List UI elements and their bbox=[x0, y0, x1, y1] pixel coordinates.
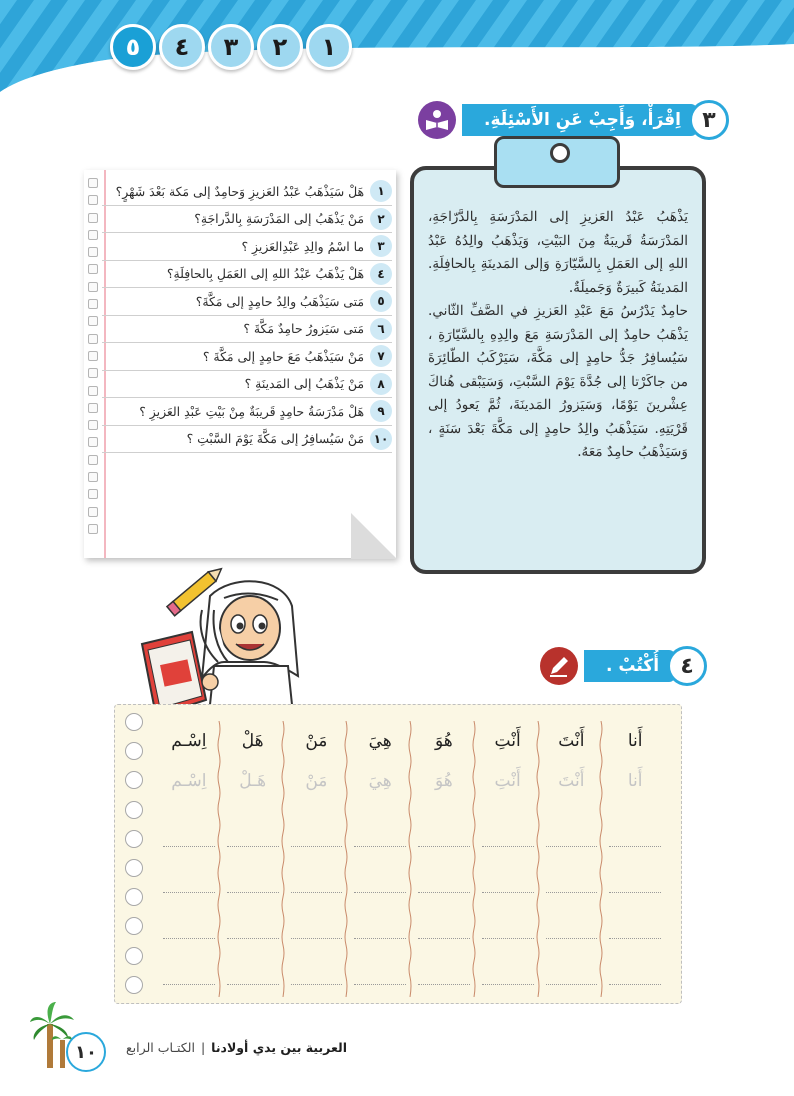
question-item bbox=[102, 316, 392, 344]
trace-word: أَنا bbox=[627, 771, 643, 791]
writing-line[interactable] bbox=[418, 939, 470, 985]
lesson-steps bbox=[110, 24, 355, 70]
question-item bbox=[102, 371, 392, 399]
writing-column bbox=[348, 721, 412, 997]
notepad-binding bbox=[88, 178, 100, 541]
student-illustration bbox=[132, 566, 312, 724]
lesson-step-3[interactable]: ٣ bbox=[208, 24, 254, 70]
question-item bbox=[102, 206, 392, 234]
question-item bbox=[102, 261, 392, 289]
model-word: اِسْـم bbox=[171, 731, 207, 751]
writing-columns bbox=[157, 721, 667, 997]
footer-title bbox=[126, 1040, 347, 1055]
model-word: أَنا bbox=[627, 731, 643, 751]
reading-card-body bbox=[410, 166, 706, 574]
questions-list bbox=[102, 178, 392, 453]
question-text: مَتى سَيَذْهَبُ والِدُ حامِدٍ إلى مَكَّةَ؟ bbox=[195, 293, 364, 309]
writing-line[interactable] bbox=[163, 893, 215, 939]
notebook-rings bbox=[125, 713, 143, 1005]
footer-separator: | bbox=[200, 1040, 206, 1055]
section-3-header bbox=[418, 100, 729, 140]
writing-line[interactable] bbox=[418, 893, 470, 939]
question-text: هَلْ سَيَذْهَبُ عَبْدُ العَزيزِ وَحامِدٌ إلى مَكة بَعْدَ شَهْرٍ؟ bbox=[115, 183, 364, 199]
writing-line[interactable] bbox=[609, 893, 661, 939]
question-item bbox=[102, 398, 392, 426]
writing-column bbox=[157, 721, 221, 997]
question-number: ١ bbox=[370, 180, 392, 202]
writing-line[interactable] bbox=[546, 939, 598, 985]
writing-line[interactable] bbox=[227, 801, 279, 847]
trace-word: هَـلْ bbox=[239, 771, 267, 791]
question-number: ٨ bbox=[370, 373, 392, 395]
writing-line[interactable] bbox=[291, 847, 343, 893]
writing-line[interactable] bbox=[482, 939, 534, 985]
question-item bbox=[102, 288, 392, 316]
question-text: هَلْ مَدْرَسَةُ حامِدٍ قَريبَةٌ مِنْ بَيْتِ عَبْدِ العَزيزِ ؟ bbox=[139, 403, 364, 419]
question-text: مَتى سَيَزورُ حامِدٌ مَكَّةَ ؟ bbox=[243, 321, 364, 337]
student-reading-icon bbox=[132, 566, 312, 724]
writing-line[interactable] bbox=[418, 801, 470, 847]
page-footer bbox=[30, 1000, 410, 1070]
writing-line[interactable] bbox=[354, 939, 406, 985]
trace-word: أَنْتِ bbox=[494, 771, 521, 791]
writing-line[interactable] bbox=[609, 847, 661, 893]
writing-line[interactable] bbox=[482, 847, 534, 893]
writing-line[interactable] bbox=[163, 939, 215, 985]
question-number: ١٠ bbox=[370, 428, 392, 450]
writing-line[interactable] bbox=[163, 801, 215, 847]
lesson-step-1[interactable]: ١ bbox=[306, 24, 352, 70]
section-4-title: أُكْتُبْ . bbox=[584, 650, 675, 682]
passage-paragraph-1: يَذْهَبُ عَبْدُ العَزيزِ إلى المَدْرَسَةِ بِالدَّرّاجَةِ، المَدْرَسَةُ قَريبَةٌ مِنَ البَيْتِ، وَيَذْهَبُ والِدُهُ عَبْدُ اللهِ إلى العَمَلِ بِالسَّيّارَةِ وَإلى المَدينَةِ بِالحافِلَةِ. المَدينَةُ كَبيرَةٌ وَجَميلَةٌ. bbox=[428, 209, 688, 296]
trace-word: أَنْتَ bbox=[558, 771, 585, 791]
model-word: أَنْتَ bbox=[558, 731, 585, 751]
trace-word: هِيَ bbox=[368, 771, 392, 791]
writing-line[interactable] bbox=[609, 801, 661, 847]
question-number: ٤ bbox=[370, 263, 392, 285]
notepad-page-curl bbox=[351, 513, 397, 559]
model-word: مَنْ bbox=[305, 731, 328, 751]
section-4-number: ٤ bbox=[667, 646, 707, 686]
question-item bbox=[102, 426, 392, 454]
writing-column bbox=[603, 721, 667, 997]
reading-card bbox=[410, 166, 706, 574]
writing-column bbox=[221, 721, 285, 997]
question-item bbox=[102, 343, 392, 371]
question-text: مَنْ سَيُسافِرُ إلى مَكَّةَ يَوْمَ السَّبْتِ ؟ bbox=[186, 431, 364, 447]
section-4-header bbox=[540, 646, 707, 686]
question-text: مَنْ سَيَذْهَبُ مَعَ حامِدٍ إلى مَكَّةَ ؟ bbox=[202, 348, 364, 364]
writing-line[interactable] bbox=[546, 847, 598, 893]
passage-paragraph-2: حامِدٌ يَدْرُسُ مَعَ عَبْدِ العَزيزِ في الصَّفِّ الثّاني. يَذْهَبُ حامِدٌ إلى المَدْرَسَةِ مَعَ والِدِهِ بِالسَّيّارَةِ ، سَيُسافِرُ جَدُّ حامِدٍ إلى مَكَّةَ، سَيَرْكَبُ الطّائِرَةَ من جاكَرْتا إلى جُدَّةَ يَوْمَ السَّبْتِ، وَسَيَبْقى هُناكَ عِشْرينَ يَوْمًا، وَسَيَزورُ المَدينَةَ، ثُمَّ يَعودُ إلى قَرْيَتِهِ. سَيَذْهَبُ والِدُ حامِدٍ إلى مَكَّةَ بَعْدَ سَنَةٍ ، وَسَيَذْهَبُ حامِدٌ مَعَهُ. bbox=[428, 303, 688, 460]
writing-line[interactable] bbox=[354, 801, 406, 847]
pen-writing-icon bbox=[540, 647, 578, 685]
top-banner bbox=[0, 0, 794, 92]
page-number: ١٠ bbox=[66, 1032, 106, 1072]
writing-line[interactable] bbox=[546, 801, 598, 847]
reading-book-icon bbox=[418, 101, 456, 139]
writing-line[interactable] bbox=[227, 847, 279, 893]
series-title: العربية بين يدي أولادنا bbox=[211, 1040, 347, 1055]
writing-column bbox=[540, 721, 604, 997]
trace-word: مَنْ bbox=[305, 771, 328, 791]
writing-column bbox=[285, 721, 349, 997]
model-word: هِيَ bbox=[368, 731, 392, 751]
question-item bbox=[102, 178, 392, 206]
question-number: ٥ bbox=[370, 290, 392, 312]
question-text: مَنْ يَذْهَبُ إلى المَدينَةِ ؟ bbox=[244, 376, 364, 392]
writing-line[interactable] bbox=[482, 801, 534, 847]
question-text: ما اسْمُ والِدِ عَبْدِالعَزيزِ ؟ bbox=[241, 238, 364, 254]
question-number: ٧ bbox=[370, 345, 392, 367]
writing-line[interactable] bbox=[354, 847, 406, 893]
section-3-title: اِقْرَأْ، وَأَجِبْ عَنِ الأَسْئِلَةِ. bbox=[462, 104, 697, 136]
question-number: ٣ bbox=[370, 235, 392, 257]
writing-line[interactable] bbox=[163, 847, 215, 893]
writing-line[interactable] bbox=[227, 939, 279, 985]
book-label: الكتـاب الرابع bbox=[126, 1040, 195, 1055]
lesson-step-2[interactable]: ٢ bbox=[257, 24, 303, 70]
model-word: هَلْ bbox=[241, 731, 264, 751]
questions-notepad bbox=[84, 170, 396, 558]
question-text: مَنْ يَذْهَبُ إلى المَدْرَسَةِ بِالدَّراجَةِ؟ bbox=[194, 211, 364, 227]
writing-line[interactable] bbox=[482, 893, 534, 939]
writing-line[interactable] bbox=[291, 893, 343, 939]
model-word: أَنْتِ bbox=[494, 731, 521, 751]
writing-line[interactable] bbox=[227, 893, 279, 939]
reading-passage bbox=[428, 206, 688, 465]
question-number: ٩ bbox=[370, 400, 392, 422]
writing-column bbox=[412, 721, 476, 997]
writing-line[interactable] bbox=[546, 893, 598, 939]
writing-column bbox=[476, 721, 540, 997]
model-word: هُوَ bbox=[435, 731, 453, 751]
question-number: ٢ bbox=[370, 208, 392, 230]
lesson-step-5[interactable]: ٥ bbox=[110, 24, 156, 70]
writing-line[interactable] bbox=[418, 847, 470, 893]
writing-line[interactable] bbox=[291, 939, 343, 985]
question-number: ٦ bbox=[370, 318, 392, 340]
section-3-number: ٣ bbox=[689, 100, 729, 140]
trace-word: هُوَ bbox=[435, 771, 453, 791]
lesson-step-4[interactable]: ٤ bbox=[159, 24, 205, 70]
writing-line[interactable] bbox=[291, 801, 343, 847]
writing-line[interactable] bbox=[609, 939, 661, 985]
question-text: هَلْ يَذْهَبُ عَبْدُ اللهِ إلى العَمَلِ بِالحافِلَةِ؟ bbox=[166, 266, 364, 282]
writing-practice-grid bbox=[114, 704, 682, 1004]
question-item bbox=[102, 233, 392, 261]
writing-line[interactable] bbox=[354, 893, 406, 939]
clipboard-clip bbox=[494, 136, 620, 188]
trace-word: اِسْـم bbox=[171, 771, 207, 791]
